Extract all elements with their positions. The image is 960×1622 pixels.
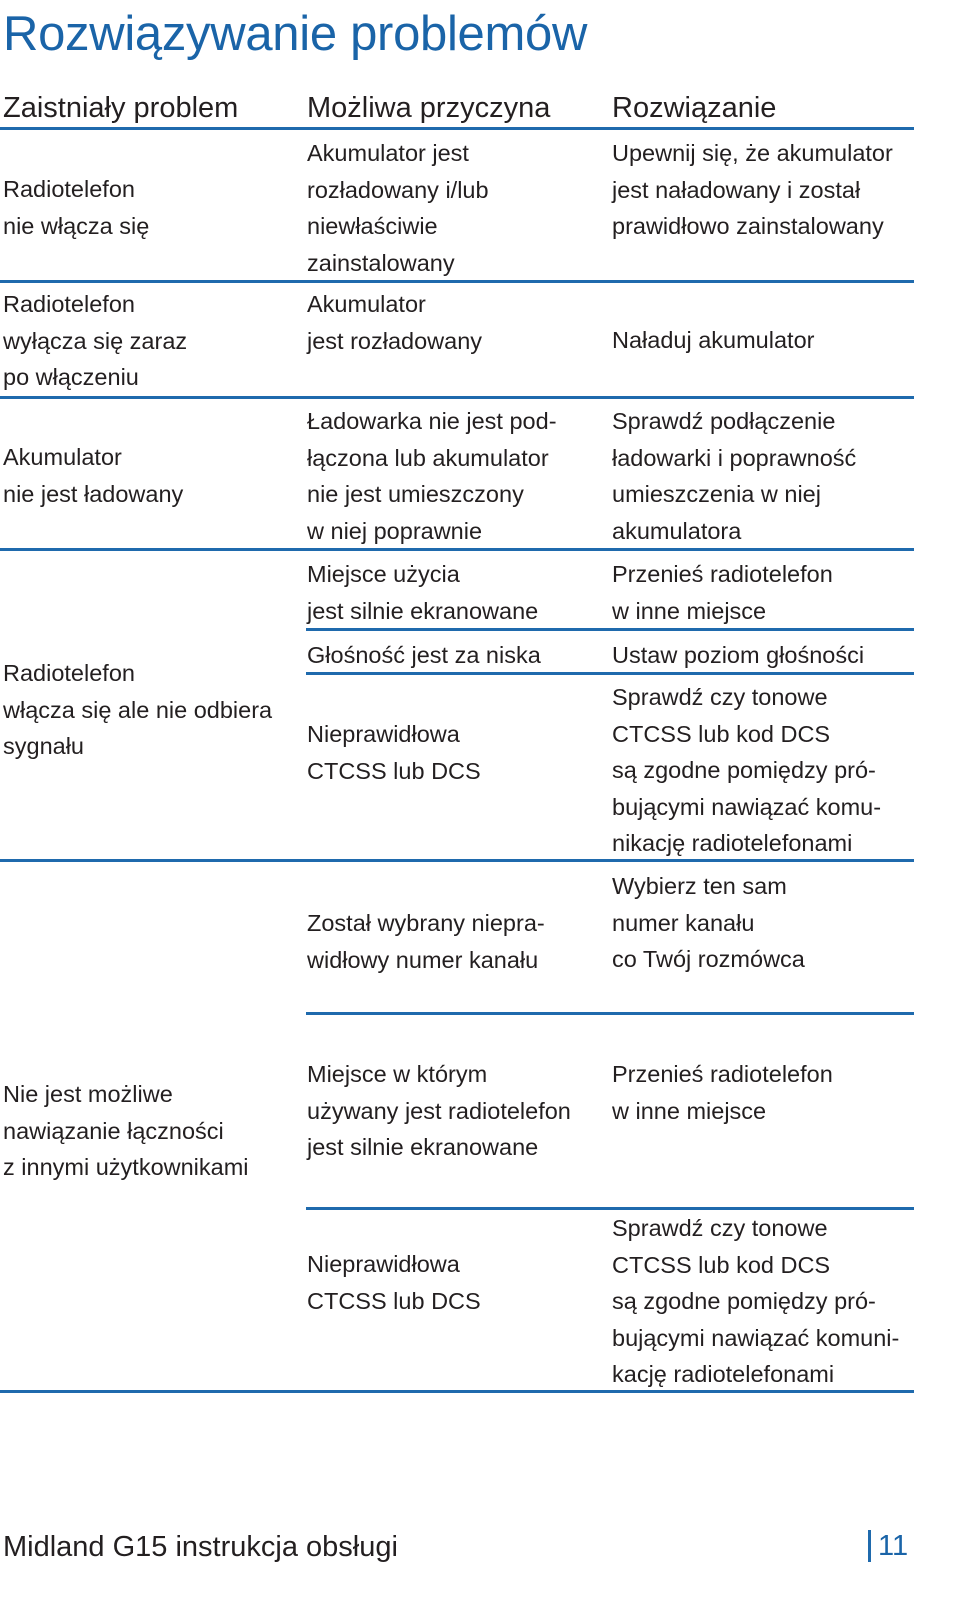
row-6-cause-2: Nieprawidłowa CTCSS lub DCS xyxy=(307,1251,481,1314)
row-5-cause: Został wybrany niepra- widłowy numer kanału xyxy=(307,910,545,973)
row-4-solution-3: Sprawdź czy tonowe CTCSS lub kod DCS są zgodne pomiędzy pró- bującymi nawiązać komu- nikację radiotelefonami xyxy=(612,684,882,856)
row-4-solution-2: Ustaw poziom głośności xyxy=(612,642,865,668)
row-4-cause-1: Miejsce użycia jest silnie ekranowane xyxy=(307,561,539,624)
sub-row-divider xyxy=(306,1012,914,1015)
sub-row-divider xyxy=(306,672,914,675)
row-6-cause-1: Miejsce w którym używany jest radiotelefon jest silnie ekranowane xyxy=(307,1061,571,1160)
row-5-solution: Wybierz ten sam numer kanału co Twój rozmówca xyxy=(612,873,805,972)
row-4-problem: Radiotelefon włącza się ale nie odbiera sygnału xyxy=(3,660,273,759)
header-divider xyxy=(0,127,914,130)
row-divider xyxy=(0,548,914,551)
row-2-problem: Radiotelefon wyłącza się zaraz po włączeniu xyxy=(3,291,188,390)
row-1-problem: Radiotelefon nie włącza się xyxy=(3,176,150,239)
page-number: 11 xyxy=(878,1530,909,1562)
row-3-problem: Akumulator nie jest ładowany xyxy=(3,444,184,507)
header-problem: Zaistniały problem xyxy=(3,92,239,124)
row-1-cause: Akumulator jest rozładowany i/lub niewłaściwie zainstalowany xyxy=(307,140,489,276)
table-bottom-divider xyxy=(0,1390,914,1393)
row-3-cause: Ładowarka nie jest pod- łączona lub akumulator nie jest umieszczony w niej poprawnie xyxy=(307,408,557,544)
sub-row-divider xyxy=(306,628,914,631)
row-4-cause-3: Nieprawidłowa CTCSS lub DCS xyxy=(307,721,481,784)
row-4-solution-1: Przenieś radiotelefon w inne miejsce xyxy=(612,561,833,624)
header-cause: Możliwa przyczyna xyxy=(307,92,551,124)
row-divider xyxy=(0,396,914,399)
footer-separator xyxy=(868,1530,871,1562)
header-solution: Rozwiązanie xyxy=(612,92,777,124)
row-2-solution: Naładuj akumulator xyxy=(612,327,815,353)
row-6-solution-2: Sprawdź czy tonowe CTCSS lub kod DCS są zgodne pomiędzy pró- bującymi nawiązać komuni- kację radiotelefonami xyxy=(612,1215,900,1387)
row-3-solution: Sprawdź podłączenie ładowarki i poprawność umieszczenia w niej akumulatora xyxy=(612,408,857,544)
page-title: Rozwiązywanie problemów xyxy=(3,7,588,61)
row-1-solution: Upewnij się, że akumulator jest naładowany i został prawidłowo zainstalowany xyxy=(612,140,893,239)
row-divider xyxy=(0,280,914,283)
row-6-problem: Nie jest możliwe nawiązanie łączności z innymi użytkownikami xyxy=(3,1081,249,1180)
row-divider xyxy=(0,859,914,862)
footer-title: Midland G15 instrukcja obsługi xyxy=(3,1531,398,1563)
row-6-solution-1: Przenieś radiotelefon w inne miejsce xyxy=(612,1061,833,1124)
row-4-cause-2: Głośność jest za niska xyxy=(307,642,541,668)
row-2-cause: Akumulator jest rozładowany xyxy=(307,291,483,354)
